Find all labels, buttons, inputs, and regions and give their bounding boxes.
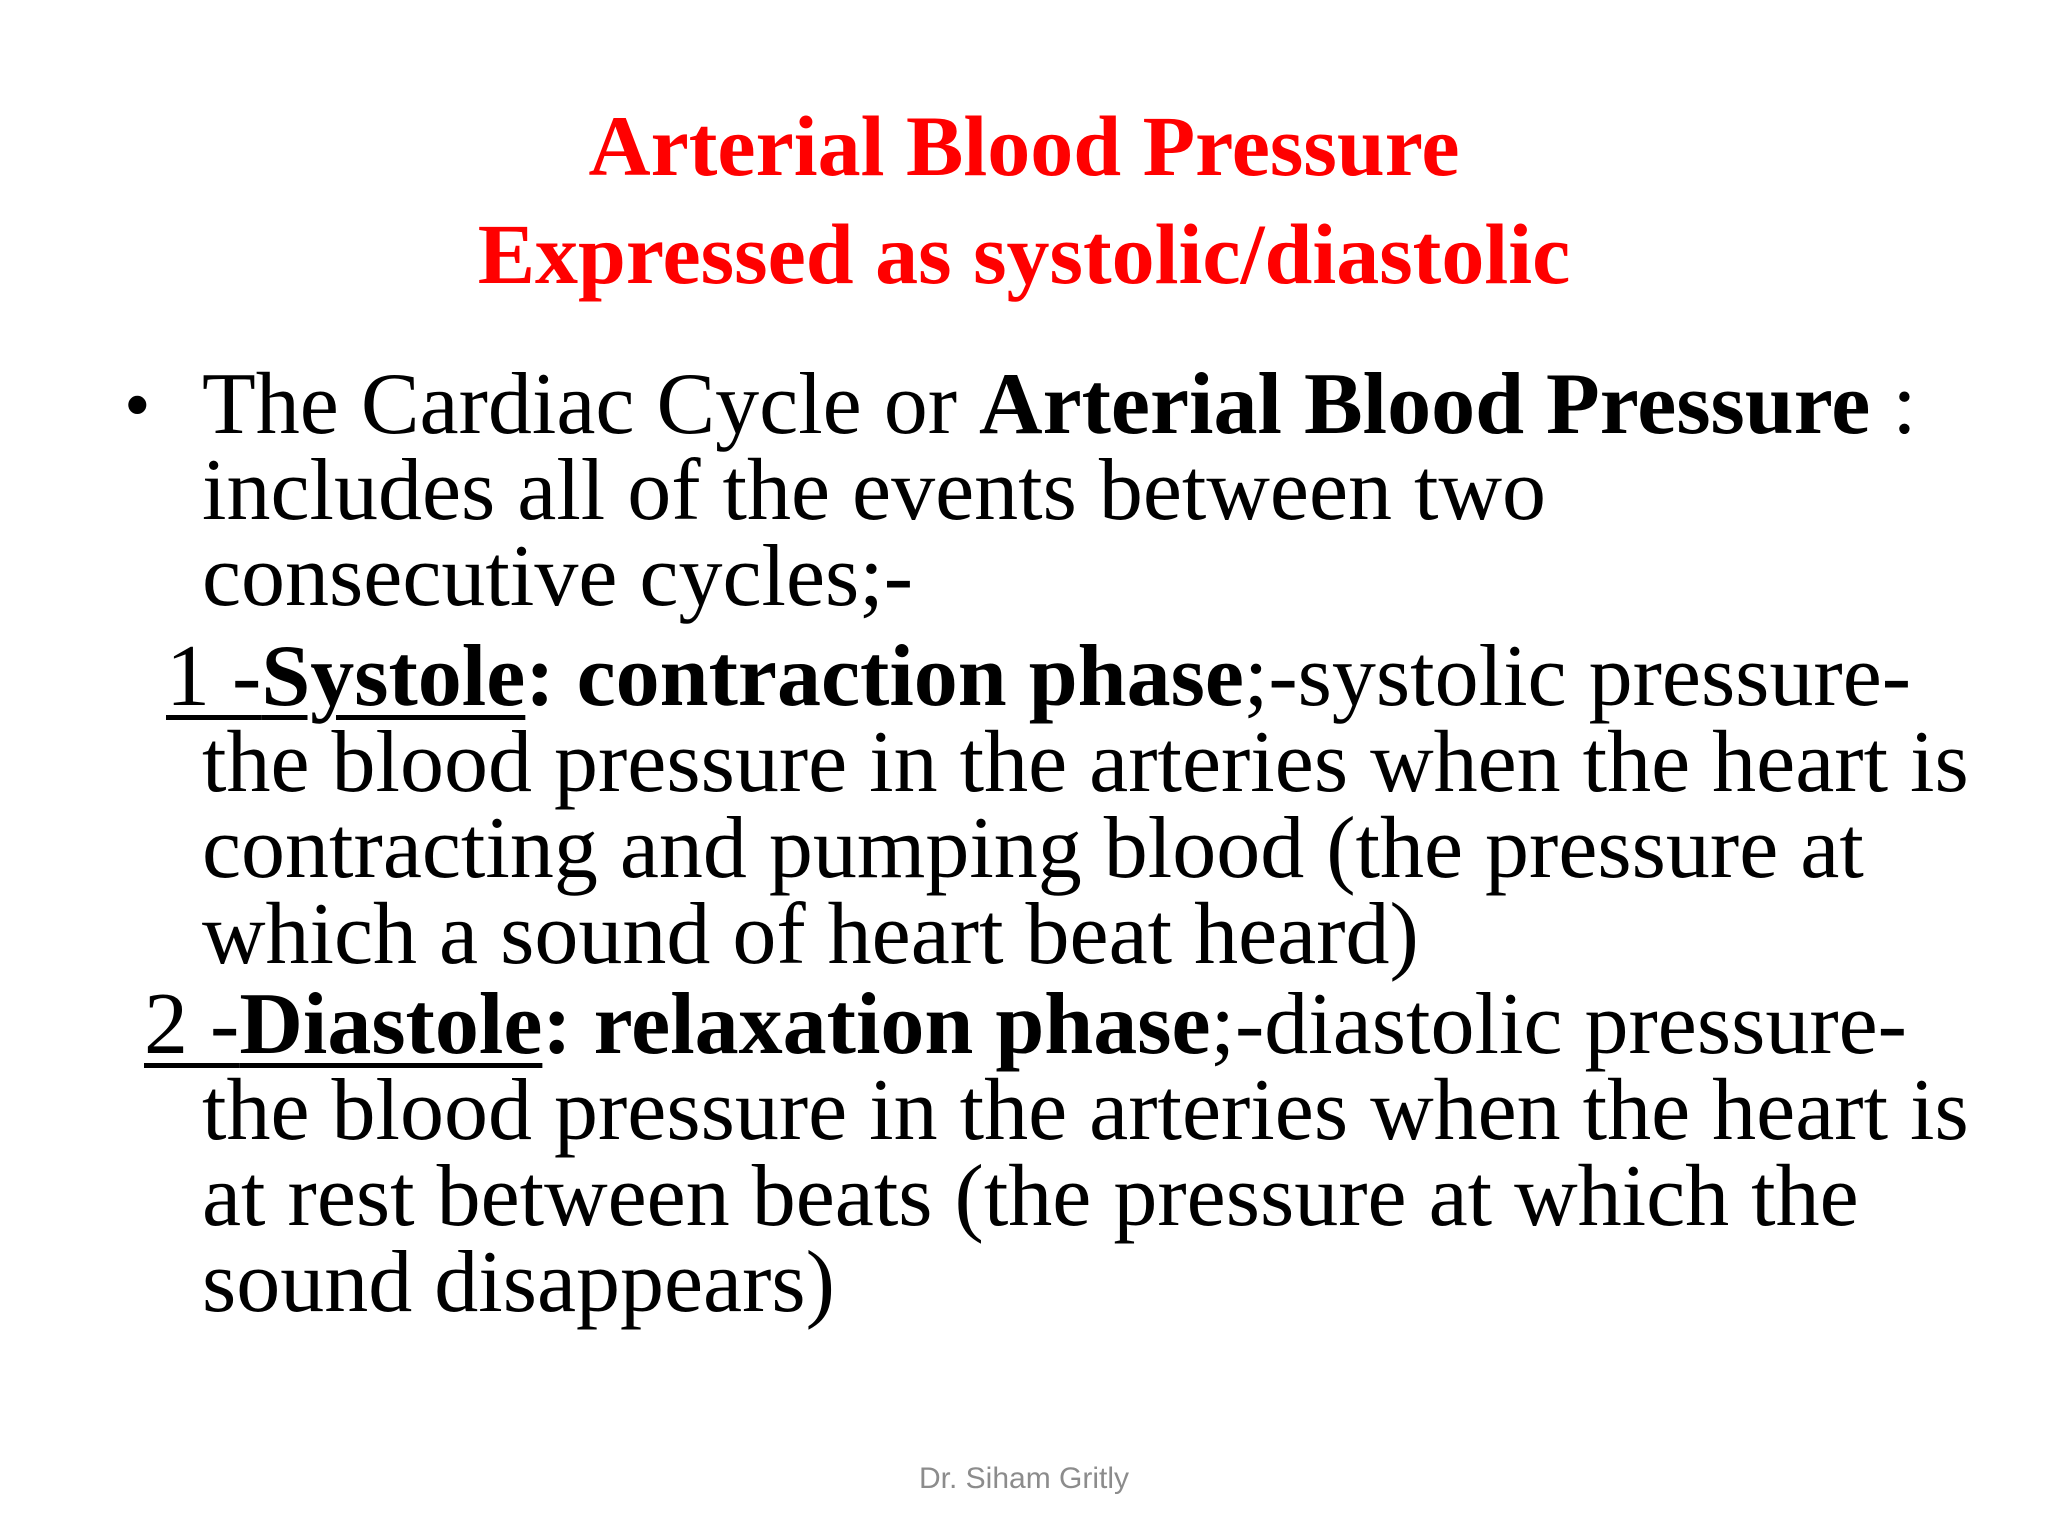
bullet-intro-text: The Cardiac Cycle or — [202, 356, 980, 453]
systole-rest: ;-systolic pressure- — [1243, 628, 1912, 725]
systole-line-1 — [166, 628, 1912, 725]
bullet-intro-colon: : — [1870, 356, 1917, 453]
diastole-line-3: at rest between beats (the pressure at which the — [202, 1148, 1859, 1245]
diastole-number: 2 -Diastole — [144, 976, 543, 1073]
systole-number: 1 -Systole — [166, 628, 526, 725]
title-line-2: Expressed as systolic/diastolic — [477, 206, 1571, 302]
systole-line-4: which a sound of heart beat heard) — [202, 886, 1419, 983]
bullet-marker: • — [124, 363, 151, 447]
systole-phase: : contraction phase — [525, 628, 1244, 725]
bullet-line-2: includes all of the events between two — [202, 442, 1547, 539]
systole-term: Systole — [261, 628, 526, 725]
systole-line-3: contracting and pumping blood (the pressure at — [202, 800, 1864, 897]
diastole-rest: ;-diastolic pressure- — [1210, 976, 1907, 1073]
diastole-term: Diastole — [239, 976, 543, 1073]
bullet-line-3: consecutive cycles;- — [202, 528, 914, 625]
title-line-1: Arterial Blood Pressure — [588, 98, 1460, 194]
diastole-line-4: sound disappears) — [202, 1234, 835, 1331]
diastole-phase: : relaxation phase — [542, 976, 1211, 1073]
systole-line-2: the blood pressure in the arteries when the heart is — [202, 714, 1969, 811]
slide-title — [0, 92, 2048, 308]
bullet-intro-bold: Arterial Blood Pressure — [979, 356, 1871, 453]
bullet-line-1 — [202, 356, 1917, 453]
footer-author: Dr. Siham Gritly — [918, 1462, 1130, 1495]
diastole-line-2: the blood pressure in the arteries when the heart is — [202, 1062, 1969, 1159]
diastole-line-1 — [144, 976, 1907, 1073]
